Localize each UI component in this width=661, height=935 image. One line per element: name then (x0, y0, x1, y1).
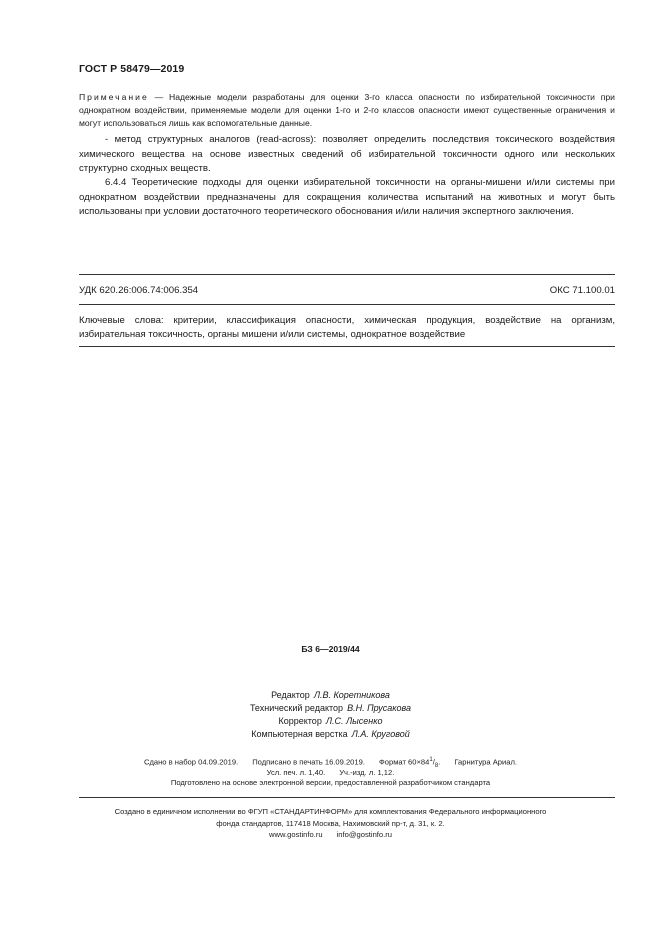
bz-number: БЗ 6—2019/44 (301, 644, 360, 654)
publisher-sheets: Уч.-изд. л. 1,12. (339, 768, 395, 777)
credits-block (0, 689, 661, 741)
paragraph-read-across (79, 133, 615, 177)
credit-tech-editor (0, 702, 661, 715)
credit-corrector (0, 715, 661, 728)
note-text: — Надежные модели разработаны для оценки 3-го класса опасности по избирательной токсичности при однократном воздействии, применяемые модели для оценки 1-го и 2-го классов опасности имеют существенные ограничения и могут использоваться лишь как вспомогательные данные. (79, 92, 615, 128)
credit-name: Л.А. Круговой (351, 729, 410, 739)
divider-top (79, 274, 615, 275)
footer-line-1: Создано в единичном исполнении во ФГУП «СТАНДАРТИНФОРМ» для комплектования Федерального информационного (114, 807, 547, 816)
website-link[interactable]: www.gostinfo.ru (268, 830, 323, 839)
credit-name: В.Н. Прусакова (347, 703, 412, 713)
paragraph-6-4-4 (79, 176, 615, 220)
divider-footer (79, 797, 615, 798)
credit-role: Технический редактор (249, 703, 344, 713)
print-format: Формат 60×84 (378, 757, 430, 767)
udk-code: УДК 620.26:006.74:006.354 (79, 285, 199, 296)
footer-line-2: фонда стандартов, 117418 Москва, Нахимовский пр-т, д. 31, к. 2. (216, 818, 445, 828)
publication-line-3: Подготовлено на основе электронной версии, предоставленной разработчиком стандарта (170, 778, 491, 787)
format-numerator: 1 (429, 757, 433, 763)
format-denominator: 8 (434, 763, 439, 770)
paragraph-text: 6.4.4 Теоретические подходы для оценки избирательной токсичности на органы-мишени и/или системы при однократном воздействии предназначены для сокращения количества испытаний на животных и могут быть использованы при условии достаточного теоретического обоснования и/или наличия экспертного заключения. (79, 177, 615, 217)
print-sheets: Усл. печ. л. 1,40. (266, 768, 326, 777)
credit-name: Л.С. Лысенко (325, 716, 383, 726)
signed-date: Подписано в печать 16.09.2019. (252, 757, 365, 767)
paragraph-text: - метод структурных аналогов (read-across): позволяет определить последствия токсического воздействия химического вещества на основе известных сведений об избирательной токсичности одного или нескольких структурно сходных веществ. (79, 134, 615, 174)
credit-editor (0, 689, 661, 702)
standard-code-header: ГОСТ Р 58479—2019 (79, 63, 185, 75)
note-label: Примечание (79, 92, 149, 102)
publication-line-1: Сдано в набор 04.09.2019. Подписано в печать 16.09.2019. Формат $60\times 84^1/_8$. Гарнитура Ариал. (143, 757, 518, 770)
credit-name: Л.В. Коретникова (313, 690, 390, 700)
typeface: Гарнитура Ариал. (454, 757, 518, 767)
credit-role: Компьютерная верстка (251, 729, 348, 739)
credit-role: Редактор (271, 690, 310, 700)
divider-bottom (79, 346, 615, 347)
sent-date: Сдано в набор 04.09.2019. (143, 757, 239, 767)
oks-code: ОКС 71.100.01 (549, 285, 615, 296)
footer-block (0, 806, 661, 841)
credit-role: Корректор (278, 716, 322, 726)
note-block (79, 91, 615, 130)
credit-layout (0, 728, 661, 741)
keywords: Ключевые слова: критерии, классификация опасности, химическая продукция, воздействие на организм, избирательная токсичность, органы мишени и/или системы, однократное воздействие (79, 315, 615, 340)
footer-contacts (0, 829, 661, 841)
divider-middle (79, 304, 615, 305)
email-link[interactable]: info@gostinfo.ru (336, 830, 393, 839)
